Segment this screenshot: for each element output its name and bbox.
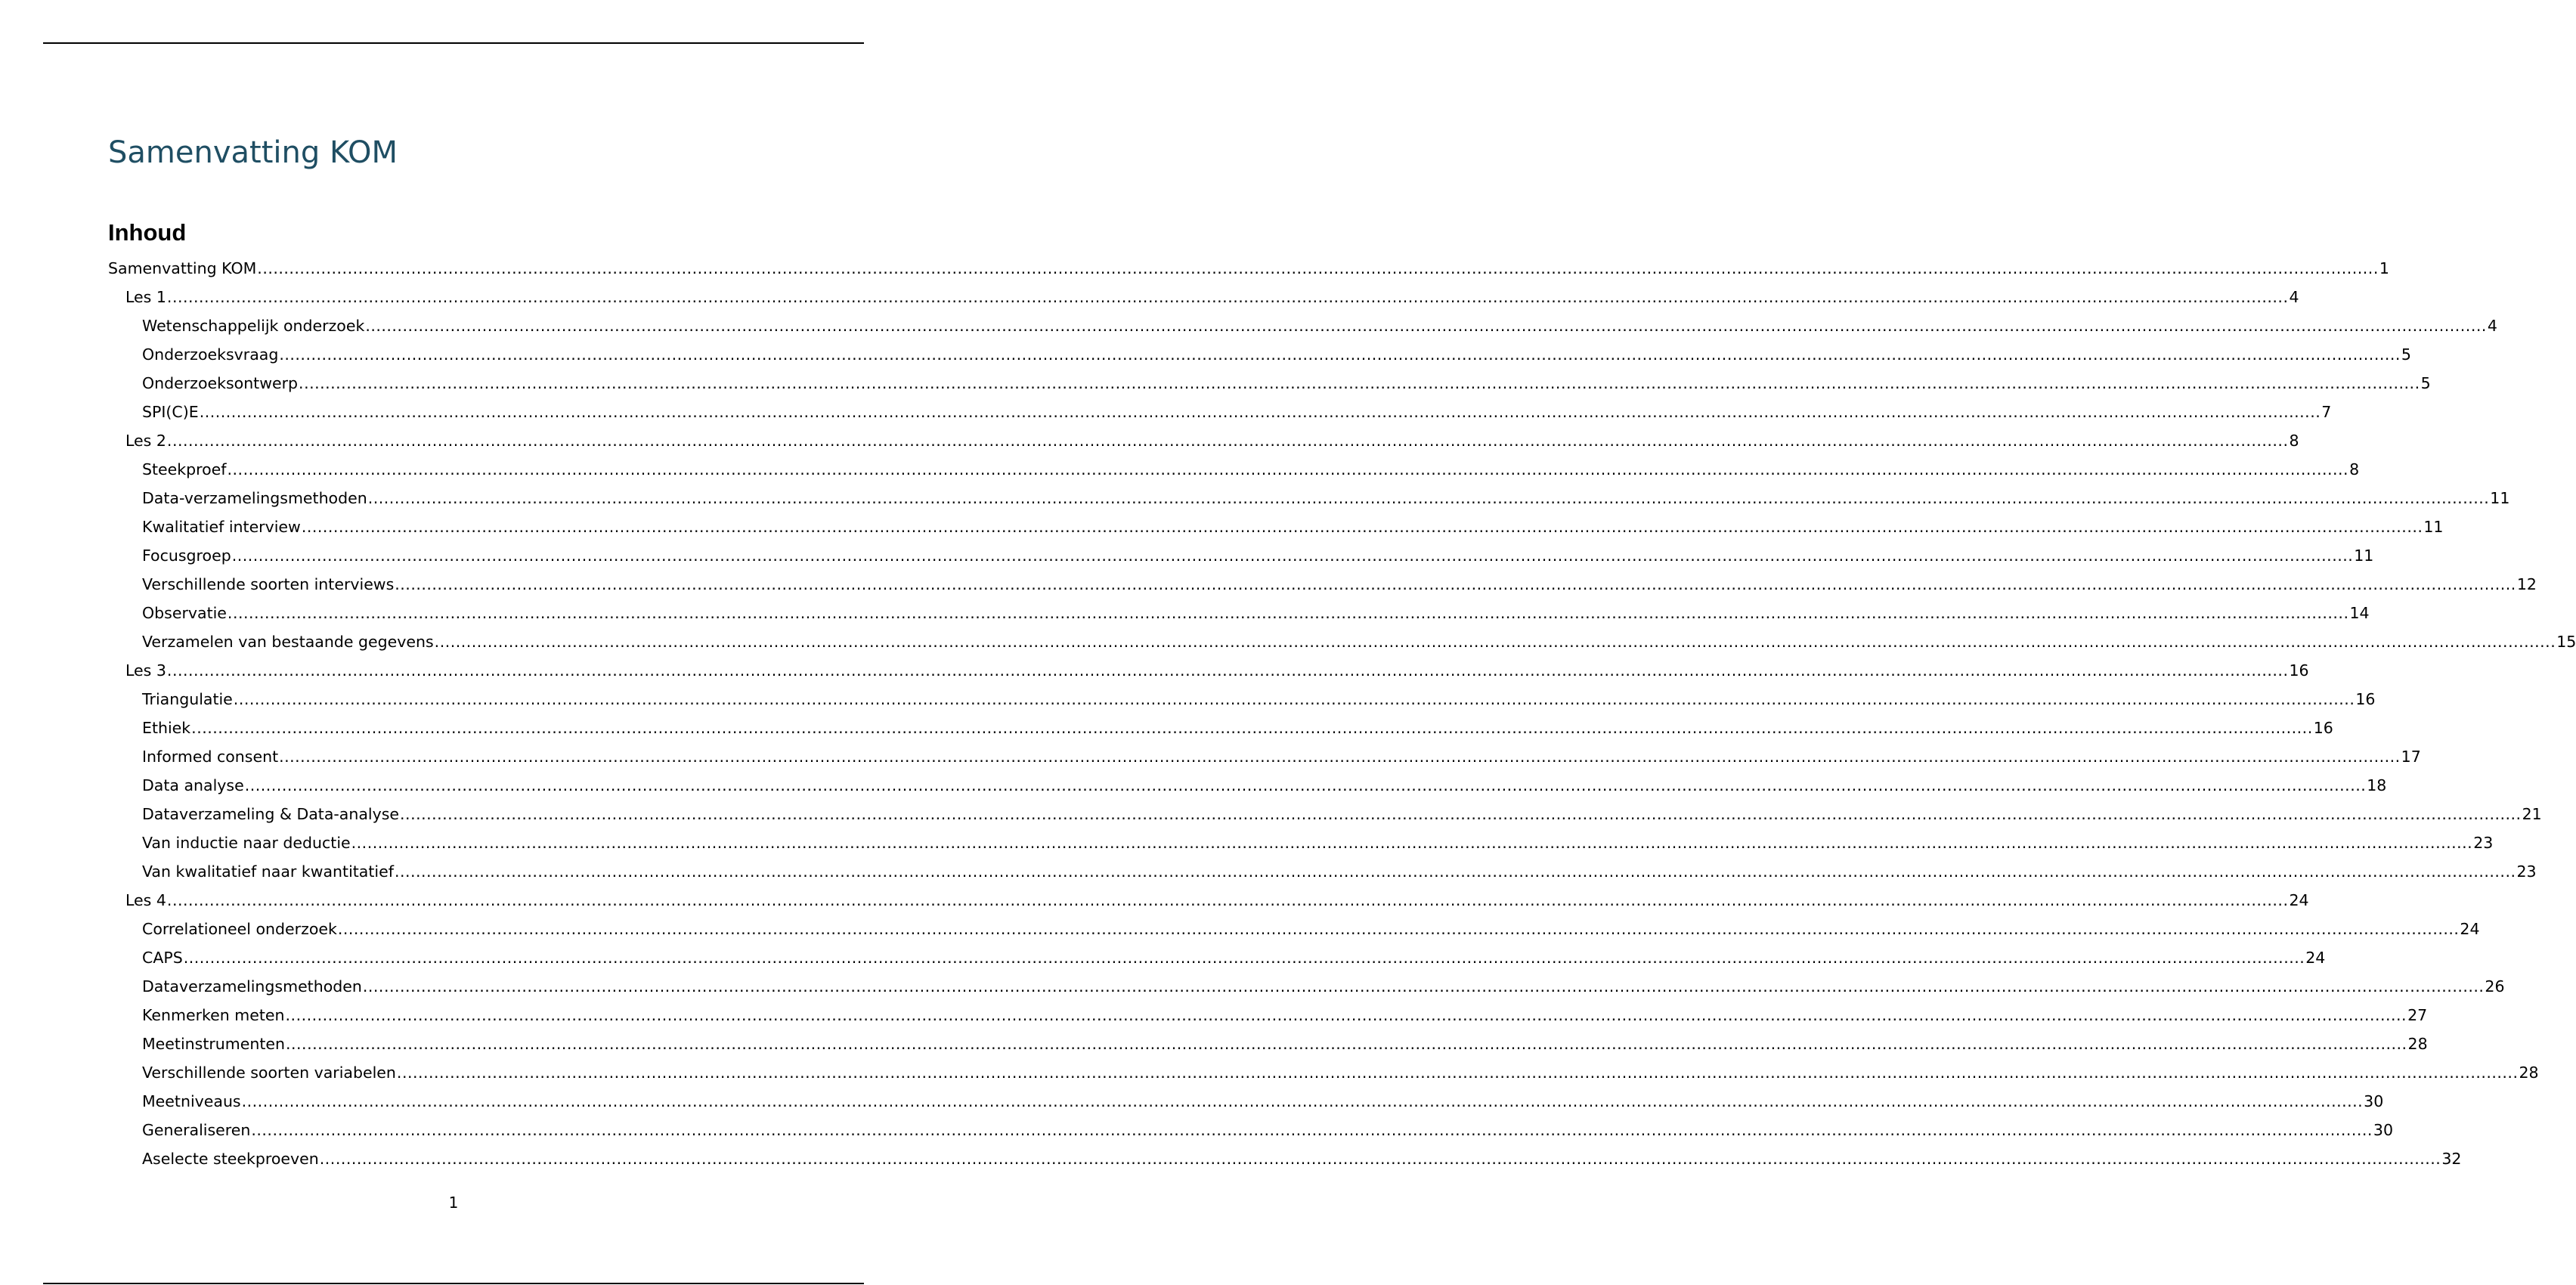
toc-entry-page: 14 xyxy=(2349,604,2370,622)
toc-entry-title: Les 2 xyxy=(125,432,166,450)
toc-entry-title: Verschillende soorten variabelen xyxy=(142,1064,396,1082)
toc-entry[interactable] xyxy=(108,1087,2384,1116)
toc-dot-leader: ................................................................................................................................................................................................................................................................................................................................................................................................................ xyxy=(395,575,2516,593)
toc-entry-page: 30 xyxy=(2364,1092,2384,1110)
toc-entry-page: 8 xyxy=(2349,460,2360,478)
toc-entry[interactable] xyxy=(108,311,2497,340)
toc-entry-title: Data-verzamelingsmethoden xyxy=(142,489,367,507)
toc-dot-leader: ................................................................................................................................................................................................................................................................................................................................................................................................................ xyxy=(337,920,2460,938)
toc-entry-title: Meetinstrumenten xyxy=(142,1035,285,1053)
toc-entry[interactable] xyxy=(108,570,2537,599)
toc-entry-page: 16 xyxy=(2355,690,2376,708)
toc-entry[interactable] xyxy=(108,627,2576,656)
toc-entry-title: Les 3 xyxy=(125,661,166,680)
toc-entry-page: 28 xyxy=(2407,1035,2428,1053)
toc-entry-title: Observatie xyxy=(142,604,227,622)
toc-dot-leader: ................................................................................................................................................................................................................................................................................................................................................................................................................ xyxy=(183,949,2305,967)
toc-entry[interactable] xyxy=(108,742,2421,771)
toc-entry[interactable] xyxy=(108,1058,2539,1087)
toc-entry-page: 8 xyxy=(2289,432,2299,450)
toc-entry-title: Van inductie naar deductie xyxy=(142,834,351,852)
toc-entry-page: 4 xyxy=(2289,288,2299,306)
toc-entry[interactable] xyxy=(108,599,2370,627)
toc-entry[interactable] xyxy=(108,426,2299,455)
toc-dot-leader: ................................................................................................................................................................................................................................................................................................................................................................................................................ xyxy=(299,374,2420,392)
toc-entry-page: 17 xyxy=(2401,748,2421,766)
toc-heading: Inhoud xyxy=(108,219,187,246)
toc-entry-title: Data analyse xyxy=(142,776,244,794)
toc-entry-page: 16 xyxy=(2289,661,2309,680)
toc-entry[interactable] xyxy=(108,484,2510,512)
toc-entry[interactable] xyxy=(108,972,2505,1001)
toc-entry-title: Onderzoeksvraag xyxy=(142,345,279,364)
toc-entry-title: Correlationeel onderzoek xyxy=(142,920,337,938)
toc-dot-leader: ................................................................................................................................................................................................................................................................................................................................................................................................................ xyxy=(351,834,2473,852)
toc-entry[interactable] xyxy=(108,1144,2462,1173)
toc-entry-title: Aselecte steekproeven xyxy=(142,1150,319,1168)
toc-entry-title: Informed consent xyxy=(142,748,279,766)
toc-entry-page: 26 xyxy=(2485,977,2505,995)
toc-dot-leader: ................................................................................................................................................................................................................................................................................................................................................................................................................ xyxy=(166,432,2289,450)
toc-entry-page: 21 xyxy=(2522,805,2542,823)
toc-dot-leader: ................................................................................................................................................................................................................................................................................................................................................................................................................ xyxy=(251,1121,2373,1139)
toc-dot-leader: ................................................................................................................................................................................................................................................................................................................................................................................................................ xyxy=(362,977,2485,995)
toc-entry-title: Focusgroep xyxy=(142,547,231,565)
toc-entry-title: Steekproef xyxy=(142,460,227,478)
toc-entry[interactable] xyxy=(108,398,2332,426)
toc-entry-page: 5 xyxy=(2420,374,2431,392)
toc-entry[interactable] xyxy=(108,1116,2394,1144)
toc-entry-page: 15 xyxy=(2556,633,2576,651)
toc-entry[interactable] xyxy=(108,254,2389,283)
toc-entry-title: Ethiek xyxy=(142,719,191,737)
toc-dot-leader: ................................................................................................................................................................................................................................................................................................................................................................................................................ xyxy=(166,891,2289,909)
toc-entry-title: Verschillende soorten interviews xyxy=(142,575,395,593)
toc-entry[interactable] xyxy=(108,714,2333,742)
toc-entry-title: Samenvatting KOM xyxy=(108,259,257,277)
table-of-contents xyxy=(108,254,2576,1173)
page-number: 1 xyxy=(448,1194,459,1212)
toc-dot-leader: ................................................................................................................................................................................................................................................................................................................................................................................................................ xyxy=(396,1064,2519,1082)
toc-entry-page: 30 xyxy=(2373,1121,2394,1139)
toc-entry[interactable] xyxy=(108,340,2411,369)
toc-entry-page: 16 xyxy=(2313,719,2333,737)
toc-entry-title: Verzamelen van bestaande gegevens xyxy=(142,633,434,651)
toc-dot-leader: ................................................................................................................................................................................................................................................................................................................................................................................................................ xyxy=(434,633,2556,651)
toc-entry[interactable] xyxy=(108,369,2431,398)
toc-entry[interactable] xyxy=(108,828,2494,857)
toc-dot-leader: ................................................................................................................................................................................................................................................................................................................................................................................................................ xyxy=(241,1092,2364,1110)
toc-entry-page: 24 xyxy=(2460,920,2480,938)
toc-entry-title: Onderzoeksontwerp xyxy=(142,374,299,392)
toc-entry-page: 32 xyxy=(2441,1150,2462,1168)
toc-entry-page: 23 xyxy=(2516,862,2537,881)
toc-dot-leader: ................................................................................................................................................................................................................................................................................................................................................................................................................ xyxy=(233,690,2355,708)
toc-entry-page: 5 xyxy=(2401,345,2411,364)
toc-entry-title: Wetenschappelijk onderzoek xyxy=(142,317,365,335)
toc-entry[interactable] xyxy=(108,1030,2428,1058)
toc-dot-leader: ................................................................................................................................................................................................................................................................................................................................................................................................................ xyxy=(231,547,2354,565)
toc-entry-title: Dataverzamelingsmethoden xyxy=(142,977,362,995)
toc-entry[interactable] xyxy=(108,656,2309,685)
toc-entry[interactable] xyxy=(108,800,2542,828)
toc-dot-leader: ................................................................................................................................................................................................................................................................................................................................................................................................................ xyxy=(199,403,2321,421)
toc-entry[interactable] xyxy=(108,512,2444,541)
toc-entry[interactable] xyxy=(108,1001,2428,1030)
toc-dot-leader: ................................................................................................................................................................................................................................................................................................................................................................................................................ xyxy=(227,460,2349,478)
toc-dot-leader: ................................................................................................................................................................................................................................................................................................................................................................................................................ xyxy=(279,748,2401,766)
toc-entry-title: SPI(C)E xyxy=(142,403,199,421)
document-title: Samenvatting KOM xyxy=(108,135,398,170)
toc-entry[interactable] xyxy=(108,455,2360,484)
toc-entry[interactable] xyxy=(108,943,2326,972)
toc-entry-page: 11 xyxy=(2490,489,2510,507)
footer-rule xyxy=(43,1283,864,1284)
toc-dot-leader: ................................................................................................................................................................................................................................................................................................................................................................................................................ xyxy=(257,259,2379,277)
toc-entry-page: 27 xyxy=(2407,1006,2428,1024)
toc-entry[interactable] xyxy=(108,771,2387,800)
toc-dot-leader: ................................................................................................................................................................................................................................................................................................................................................................................................................ xyxy=(227,604,2349,622)
toc-dot-leader: ................................................................................................................................................................................................................................................................................................................................................................................................................ xyxy=(285,1006,2407,1024)
toc-entry[interactable] xyxy=(108,886,2309,915)
toc-entry-page: 4 xyxy=(2487,317,2497,335)
toc-entry-page: 23 xyxy=(2473,834,2494,852)
toc-entry-title: Generaliseren xyxy=(142,1121,251,1139)
toc-entry-title: Triangulatie xyxy=(142,690,233,708)
toc-entry-page: 24 xyxy=(2289,891,2309,909)
toc-entry[interactable] xyxy=(108,685,2376,714)
toc-entry-page: 11 xyxy=(2354,547,2374,565)
toc-dot-leader: ................................................................................................................................................................................................................................................................................................................................................................................................................ xyxy=(279,345,2401,364)
toc-entry[interactable] xyxy=(108,857,2537,886)
toc-dot-leader: ................................................................................................................................................................................................................................................................................................................................................................................................................ xyxy=(244,776,2367,794)
toc-entry-title: CAPS xyxy=(142,949,183,967)
toc-dot-leader: ................................................................................................................................................................................................................................................................................................................................................................................................................ xyxy=(286,1035,2407,1053)
toc-entry-page: 11 xyxy=(2423,518,2444,536)
toc-dot-leader: ................................................................................................................................................................................................................................................................................................................................................................................................................ xyxy=(191,719,2313,737)
toc-entry-title: Kenmerken meten xyxy=(142,1006,285,1024)
toc-entry-title: Les 1 xyxy=(125,288,166,306)
toc-entry[interactable] xyxy=(108,541,2374,570)
toc-dot-leader: ................................................................................................................................................................................................................................................................................................................................................................................................................ xyxy=(394,862,2516,881)
toc-entry[interactable] xyxy=(108,283,2299,311)
toc-entry-title: Dataverzameling & Data-analyse xyxy=(142,805,400,823)
toc-entry[interactable] xyxy=(108,915,2480,943)
toc-entry-page: 28 xyxy=(2519,1064,2539,1082)
toc-dot-leader: ................................................................................................................................................................................................................................................................................................................................................................................................................ xyxy=(166,661,2289,680)
toc-dot-leader: ................................................................................................................................................................................................................................................................................................................................................................................................................ xyxy=(301,518,2423,536)
header-rule xyxy=(43,42,864,44)
toc-dot-leader: ................................................................................................................................................................................................................................................................................................................................................................................................................ xyxy=(400,805,2522,823)
toc-dot-leader: ................................................................................................................................................................................................................................................................................................................................................................................................................ xyxy=(365,317,2487,335)
toc-entry-page: 7 xyxy=(2321,403,2332,421)
toc-dot-leader: ................................................................................................................................................................................................................................................................................................................................................................................................................ xyxy=(367,489,2490,507)
toc-entry-title: Kwalitatief interview xyxy=(142,518,301,536)
toc-entry-page: 1 xyxy=(2379,259,2389,277)
toc-dot-leader: ................................................................................................................................................................................................................................................................................................................................................................................................................ xyxy=(166,288,2289,306)
toc-dot-leader: ................................................................................................................................................................................................................................................................................................................................................................................................................ xyxy=(319,1150,2441,1168)
toc-entry-page: 12 xyxy=(2516,575,2537,593)
toc-entry-title: Van kwalitatief naar kwantitatief xyxy=(142,862,394,881)
toc-entry-title: Meetniveaus xyxy=(142,1092,241,1110)
toc-entry-page: 24 xyxy=(2305,949,2326,967)
toc-entry-page: 18 xyxy=(2367,776,2387,794)
toc-entry-title: Les 4 xyxy=(125,891,166,909)
